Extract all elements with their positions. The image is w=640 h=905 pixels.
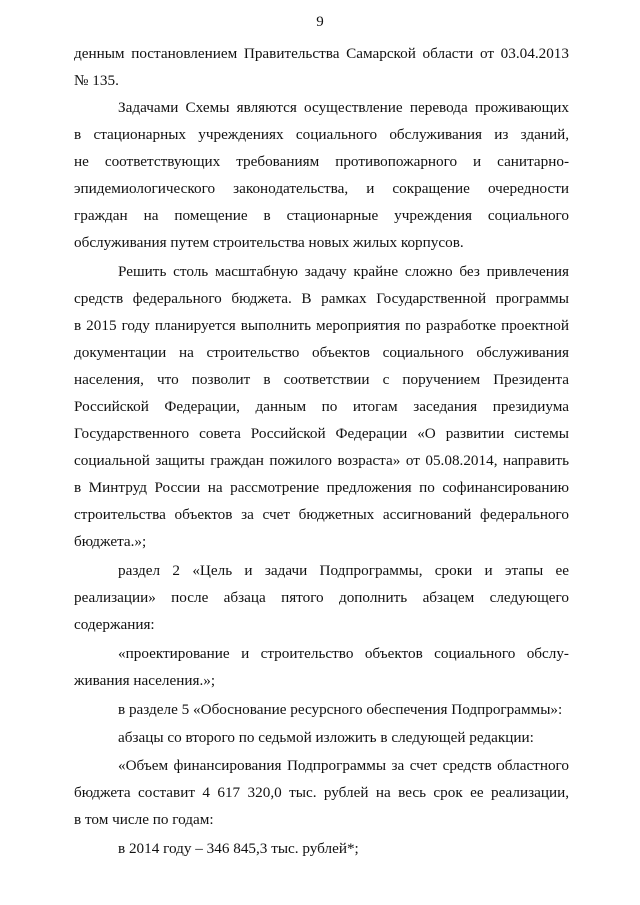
text-line: не соответствующих требованиям противопожарного и санитарно- [74,153,569,170]
text-line: обслуживания путем строительства новых жилых корпусов. [74,234,464,251]
text-line: граждан на помещение в стационарные учреждения социального [74,207,569,224]
text-line: эпидемиологического законодательства, и сокращение очередности [74,180,569,197]
text-line: «Объем финансирования Подпрограммы за счет средств областного [118,757,569,774]
text-line: Решить столь масштабную задачу крайне сложно без привлечения [118,263,569,280]
text-line: в 2015 году планируется выполнить мероприятия по разработке проектной [74,317,569,334]
text-line: в стационарных учреждениях социального обслуживания из зданий, [74,126,569,143]
page-number: 9 [316,14,324,30]
text-line: живания населения.»; [74,672,216,689]
text-line: в 2014 году – 346 845,3 тыс. рублей*; [118,840,359,857]
text-line: № 135. [74,72,119,89]
text-line: денным постановлением Правительства Самарской области от 03.04.2013 [74,45,569,62]
text-line: населения, что позволит в соответствии с поручением Президента [74,371,569,388]
text-line: Задачами Схемы являются осуществление перевода проживающих [118,99,569,116]
text-line: абзацы со второго по седьмой изложить в следующей редакции: [118,729,534,746]
text-line: в Минтруд России на рассмотрение предложения по софинансированию [74,479,569,496]
text-line: в том числе по годам: [74,811,214,828]
text-line: в разделе 5 «Обоснование ресурсного обеспечения Подпрограммы»: [118,701,563,718]
text-line: содержания: [74,616,155,633]
text-line: бюджета.»; [74,533,147,550]
text-line: Государственного совета Российской Федерации «О развитии системы [74,425,569,442]
text-line: раздел 2 «Цель и задачи Подпрограммы, сроки и этапы ее [118,562,569,579]
text-line: документации на строительство объектов социального обслуживания [74,344,569,361]
text-line: социальной защиты граждан пожилого возраста» от 05.08.2014, направить [74,452,569,469]
text-line: строительства объектов за счет бюджетных ассигнований федерального [74,506,569,523]
text-line: «проектирование и строительство объектов социального обслу- [118,645,569,662]
text-line: бюджета составит 4 617 320,0 тыс. рублей на весь срок ее реализации, [74,784,569,801]
text-line: средств федерального бюджета. В рамках Государственной программы [74,290,569,307]
text-line: Российской Федерации, данным по итогам заседания президиума [74,398,569,415]
text-line: реализации» после абзаца пятого дополнить абзацем следующего [74,589,569,606]
